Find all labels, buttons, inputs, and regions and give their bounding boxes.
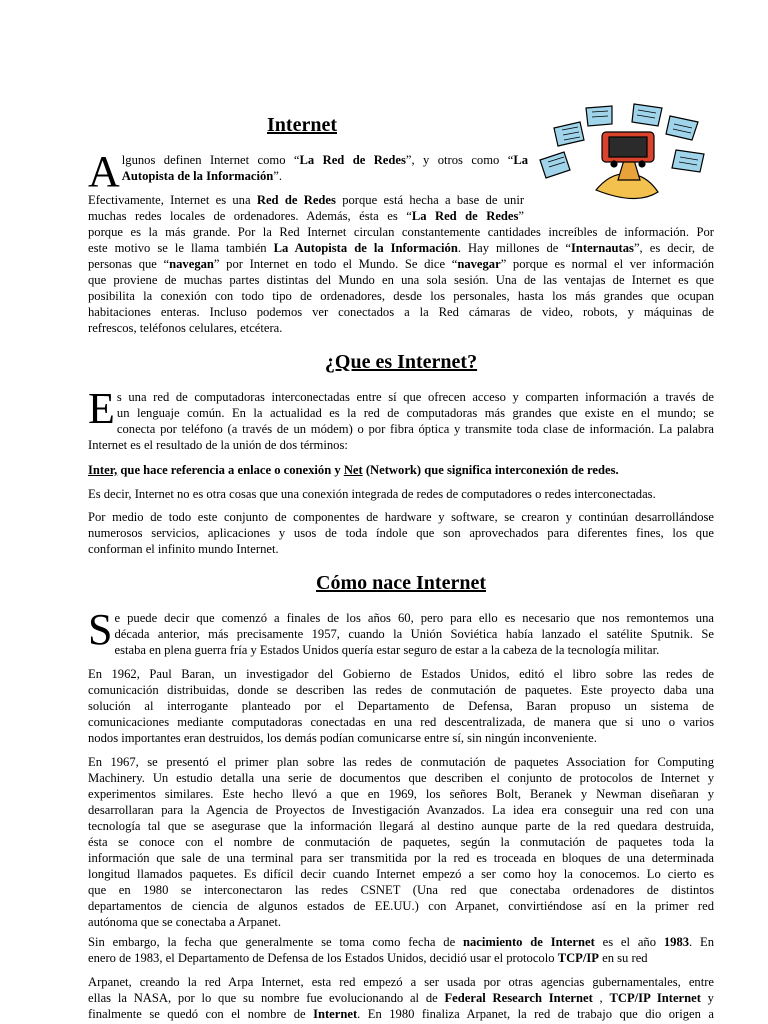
que-es-paragraph-1: E s una red de computadoras interconectadas entre sí que ofrecen acceso y comparten información a través de un lenguaje común. En la actualidad es la red de computadoras más grandes que existe en el mundo; se conecta por teléfono (a través de un módem) o por fibra óptica y transmite toda clase de información. La palabra Internet es el resultado de la unión de dos términos:	[88, 384, 714, 452]
que-es-paragraph-3: Es decir, Internet no es otra cosas que una conexión integrada de redes de computadores o redes interconectadas.	[88, 487, 656, 501]
section-title-internet: Internet	[267, 114, 337, 136]
como-nace-paragraph-2: En 1962, Paul Baran, un investigador del Gobierno de Estados Unidos, editó el libro sobre las redes de comunicación distribuidas, donde se describen las redes de conmutación de paquetes. Este proyecto daba una solución al interrogante planteado por el Departamento de Defensa, Baran propuso un sistema de comunicaciones mediante computadoras conectadas en una red descentralizada, de manera que si uno o varios nodos importantes eran destruidos, los demás podían comunicarse entre sí, sin ningún inconveniente.	[88, 667, 714, 745]
como-nace-paragraph-1: S e puede decir que comenzó a finales de los años 60, pero para ello es necesario que nos remontemos una década anterior, más precisamente 1957, cuando la Unión Soviética había lanzado el satélite Sputnik. Se estaba en plena guerra fría y Estados Unidos quería estar seguro de estar a la cabeza de la tecnología militar.	[88, 605, 714, 657]
section-title-como-nace: Cómo nace Internet	[316, 572, 486, 594]
intro-paragraph-cont: Efectivamente, Internet es una Red de Redes porque está hecha a base de unir muchas redes locales de ordenadores. Además, ésta es “La Red de Redes”	[88, 193, 525, 223]
computer-network-clipart-icon	[536, 102, 714, 212]
intro-paragraph: A lgunos definen Internet como “La Red de Redes”, y otros como “La Autopista de la Información”.	[88, 147, 529, 196]
intro-paragraph-full: porque es la más grande. Por la Red Internet circulan constantemente cantidades increíbles de información. Por este motivo se le llama también La Autopista de la Información. Hay millones de “Internautas”, es decir, de personas que “navegan” por Internet en todo el Mundo. Se dice “navegar” porque es normal el ver información que proviene de muchas partes distintas del Mundo en una sola sesión. Una de las ventajas de Internet es que posibilita la conexión con todo tipo de ordenadores, desde los personales, hasta los más grandes que ocupan habitaciones enteras. Incluso podemos ver conectados a la Red cámaras de video, robots, y máquinas de refrescos, teléfonos celulares, etcétera.	[88, 225, 714, 335]
como-nace-paragraph-4: Sin embargo, la fecha que generalmente se toma como fecha de nacimiento de Internet es el año 1983. En enero de 1983, el Departamento de Defensa de los Estados Unidos, decidió usar el protocolo TCP/IP en su red	[88, 935, 714, 965]
drop-cap-e: E	[88, 384, 115, 433]
que-es-paragraph-4: Por medio de todo este conjunto de componentes de hardware y software, se crearon y continúan desarrollándose numerosos servicios, aplicaciones y usos de toda índole que son aprovechados para diferentes fines, los que conforman el infinito mundo Internet.	[88, 510, 714, 556]
drop-cap-s: S	[88, 605, 113, 654]
como-nace-paragraph-3: En 1967, se presentó el primer plan sobre las redes de conmutación de paquetes Association for Computing Machinery. Un estudio detalla una serie de documentos que describen el conjunto de protocolos de Internet y experimentos similares. Este hecho llevó a que en 1969, los señores Bolt, Beranek y Newman diseñaran y desarrollaran para la Agencia de Proyectos de Investigación Avanzados. La idea era conseguir una red con una tecnología tal que se asegurase que la información llegará al destino aunque parte de la red quedara destruida, ésta se conoce con el nombre de conmutación de paquetes, según la conmutación de paquetes toda la información que sale de una terminal para ser transmitida por la red es troceada en bloques de una determinada longitud llamados paquetes. Es difícil decir cuando Internet empezó a ser como hoy la conocemos. Lo cierto es que en 1980 se interconectaron las redes CSNET (Una red que conectaba ordenadores de distintos departamentos de ciencia de algunos estados de EE.UU.) con Arpanet, convirtiéndose así en la primer red autónoma que se conectaba a Arpanet.	[88, 755, 714, 929]
como-nace-paragraph-5: Arpanet, creando la red Arpa Internet, esta red empezó a ser usada por otras agencias gubernamentales, entre ellas la NASA, por lo que su nombre fue evolucionando al de Federal Research Internet , TCP/IP Internet y finalmente se quedó con el nombre de Internet. En 1980 finaliza Arpanet, la red de trabajo que dio origen a	[88, 975, 715, 1021]
inter-net-definition: Inter, que hace referencia a enlace o conexión y Net (Network) que significa interconexión de redes.	[88, 463, 619, 477]
section-title-que-es: ¿Que es Internet?	[324, 351, 478, 373]
drop-cap-a: A	[88, 147, 120, 196]
